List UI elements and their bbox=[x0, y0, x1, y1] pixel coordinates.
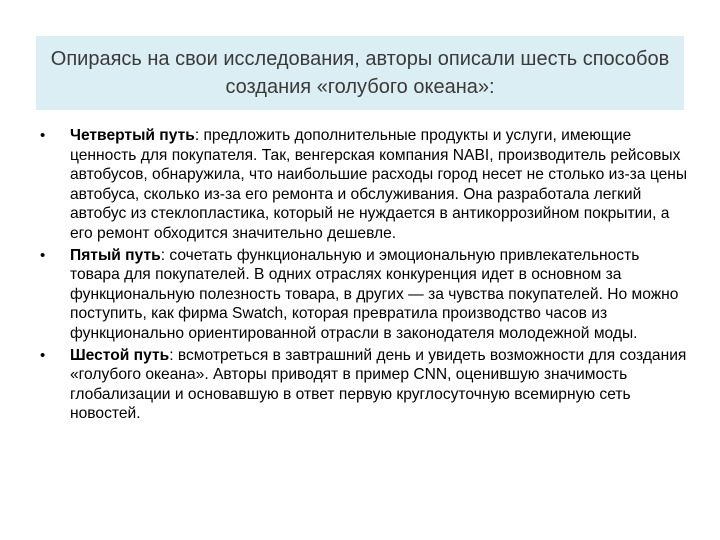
bullet-item-fourth-way bbox=[36, 126, 688, 244]
bullet-text: : предложить дополнительные продукты и услуги, имеющие ценность для покупателя. Так, венгерская компания NABI, производитель рейсовых автобусов, обнаружила, что наибольшие расходы город несет не столько из-за цены автобуса, сколько из-за его ремонта и обслуживания. Она разработала легкий автобус из стеклопластика, который не нуждается в антикоррозийном покрытии, а его ремонт обходится значительно дешевле. bbox=[70, 127, 688, 242]
bullet-text: : всмотреться в завтрашний день и увидеть возможности для создания «голубого океана». Авторы приводят в пример CNN, оценившую значимость глобализации и основавшую в ответ первую круглосуточную всемирную сеть новостей. bbox=[70, 346, 687, 423]
slide-title-box bbox=[36, 36, 684, 110]
bullet-term: Пятый путь bbox=[70, 246, 161, 264]
bullet-item-sixth-way bbox=[36, 346, 688, 424]
bullet-icon: • bbox=[40, 127, 46, 144]
bullet-item-fifth-way bbox=[36, 246, 688, 344]
bullet-icon: • bbox=[40, 246, 46, 264]
slide-title: Опираясь на свои исследования, авторы описали шесть способов создания «голубого океана»: bbox=[50, 48, 670, 98]
bullet-list bbox=[36, 126, 688, 426]
bullet-term: Шестой путь bbox=[70, 346, 170, 364]
bullet-text: : сочетать функциональную и эмоциональную привлекательность товара для покупателей. В одних отраслях конкуренция идет в основном за функциональную полезность товара, в других — за чувства покупателей. Но можно поступить, как фирма Swatch, которая превратила производство часов из функционально ориентированной отрасли в законодателя молодежной моды. bbox=[70, 246, 679, 342]
bullet-term: Четвертый путь bbox=[70, 127, 195, 144]
bullet-icon: • bbox=[40, 346, 46, 364]
